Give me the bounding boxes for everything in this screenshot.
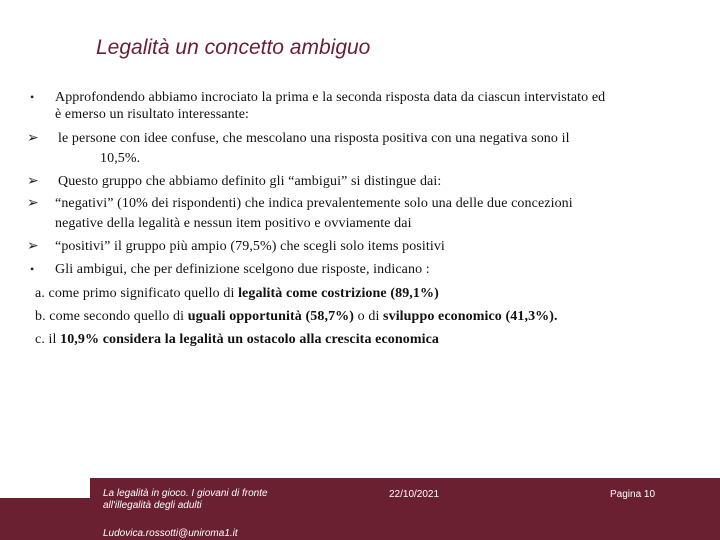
list-item-b bbox=[35, 308, 558, 325]
footer-date: 22/10/2021 bbox=[389, 489, 440, 500]
footer-page-number: Pagina 10 bbox=[610, 489, 656, 500]
list-item-bold: uguali opportunità (58,7%) bbox=[187, 309, 355, 324]
body-line: le persone con idee confuse, che mescolano una risposta positiva con una negativa sono il bbox=[58, 131, 570, 146]
body-line: Questo gruppo che abbiamo definito gli “ambigui” si distingue dai: bbox=[58, 174, 442, 189]
list-item-bold: legalità come costrizione bbox=[238, 286, 387, 301]
bullet-dot-icon: • bbox=[30, 262, 35, 276]
body-line: 10,5%. bbox=[100, 151, 141, 166]
list-item-text: o di bbox=[354, 309, 384, 324]
list-item-text: b. come secondo quello di bbox=[35, 309, 188, 324]
footer-left-accent bbox=[0, 498, 90, 540]
footer-source-line1: La legalità in gioco. I giovani di fronte bbox=[103, 488, 268, 499]
list-item-bold: sviluppo economico (41,3%). bbox=[383, 309, 558, 324]
body-line: Approfondendo abbiamo incrociato la prima e la seconda risposta data da ciascun intervistato ed bbox=[55, 90, 606, 105]
footer-bar bbox=[0, 478, 720, 540]
arrow-bullet-icon: ➢ bbox=[27, 195, 39, 211]
body-line: negative della legalità e nessun item positivo e ovviamente dai bbox=[55, 216, 412, 231]
footer-left-block bbox=[0, 478, 90, 540]
list-item-bold: 10,9% considera la legalità un ostacolo alla crescita economica bbox=[60, 332, 440, 347]
arrow-bullet-icon: ➢ bbox=[27, 173, 39, 189]
bullet-dot-icon: • bbox=[30, 90, 35, 104]
arrow-bullet-icon: ➢ bbox=[27, 238, 39, 254]
list-item-c bbox=[35, 331, 439, 348]
list-item-text: c. il bbox=[35, 332, 61, 347]
footer-email: Ludovica.rossotti@uniroma1.it bbox=[103, 528, 238, 539]
body-line: “positivi” il gruppo più ampio (79,5%) che scegli solo items positivi bbox=[55, 239, 445, 254]
body-line: Gli ambigui, che per definizione scelgono due risposte, indicano : bbox=[55, 262, 430, 277]
body-line: “negativi” (10% dei rispondenti) che indica prevalentemente solo una delle due concezioni bbox=[55, 196, 573, 211]
arrow-bullet-icon: ➢ bbox=[27, 130, 39, 146]
footer-source-line2: all'illegalità degli adulti bbox=[103, 500, 202, 511]
slide-title: Legalità un concetto ambiguo bbox=[96, 36, 371, 59]
list-item-bold: (89,1%) bbox=[386, 286, 439, 301]
list-item-a bbox=[35, 285, 439, 302]
body-line: è emerso un risultato interessante: bbox=[55, 107, 249, 122]
list-item-text: a. come primo significato quello di bbox=[35, 286, 239, 301]
